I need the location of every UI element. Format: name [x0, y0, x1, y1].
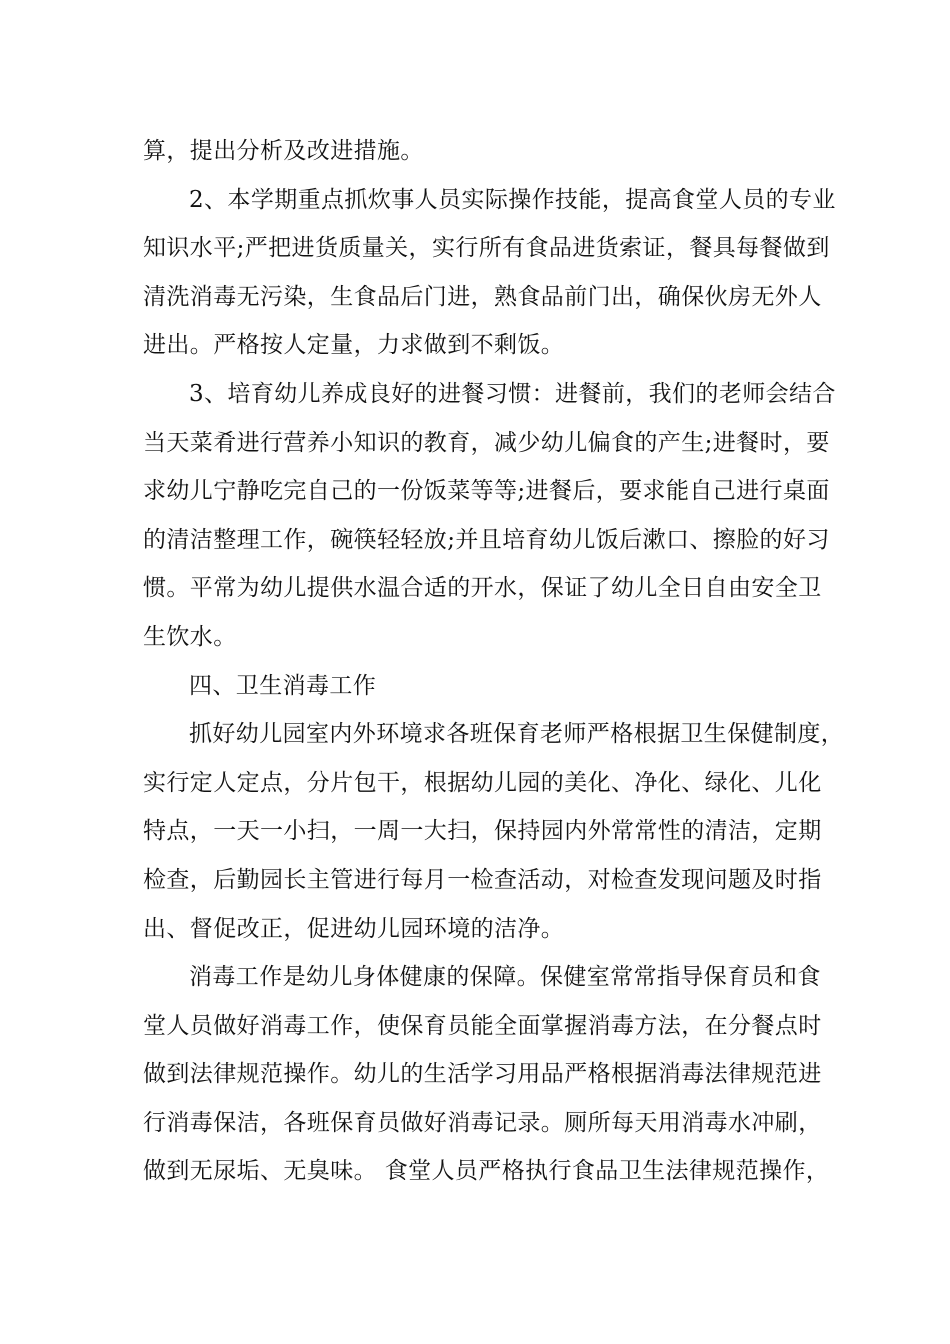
text-line: 清洗消毒无污染，生食品后门进，熟食品前门出，确保伙房无外人	[143, 283, 822, 310]
paragraph-start-line: 2、本学期重点抓炊事人员实际操作技能，提高食堂人员的专业	[189, 186, 836, 213]
text-line: 算，提出分析及改进措施。	[143, 138, 424, 164]
text-line: 的清洁整理工作，碗筷轻轻放;并且培育幼儿饭后漱口、擦脸的好习	[143, 526, 830, 553]
text-line: 特点，一天一小扫，一周一大扫，保持园内外常常性的清洁，定期	[143, 818, 822, 845]
paragraph-start-line: 抓好幼儿园室内外环境求各班保育老师严格根据卫生保健制度，	[189, 721, 845, 748]
text-line: 检查，后勤园长主管进行每月一检查活动，对检查发现问题及时指	[143, 866, 822, 893]
text-line: 实行定人定点，分片包干，根据幼儿园的美化、净化、绿化、儿化	[143, 769, 822, 796]
text-line: 惯。平常为幼儿提供水温合适的开水，保证了幼儿全日自由安全卫	[143, 575, 822, 602]
paragraph-start-line: 消毒工作是幼儿身体健康的保障。保健室常常指导保育员和食	[189, 964, 821, 991]
text-line: 进出。严格按人定量，力求做到不剩饭。	[143, 332, 565, 359]
text-line: 出、督促改正，促进幼儿园环境的洁净。	[143, 915, 565, 942]
body-text	[143, 127, 845, 1196]
paragraph-start-line: 3、培育幼儿养成良好的进餐习惯：进餐前，我们的老师会结合	[189, 380, 836, 407]
text-line: 做到法律规范操作。幼儿的生活学习用品严格根据消毒法律规范进	[143, 1061, 822, 1088]
section-heading: 四、卫生消毒工作	[189, 672, 377, 699]
text-line: 做到无尿垢、无臭味。 食堂人员严格执行食品卫生法律规范操作，	[143, 1158, 830, 1185]
text-line: 知识水平;严把进货质量关，实行所有食品进货索证，餐具每餐做到	[143, 235, 830, 262]
text-line: 生饮水。	[143, 623, 237, 650]
text-line: 当天菜肴进行营养小知识的教育，减少幼儿偏食的产生;进餐时，要	[143, 429, 830, 456]
text-line: 求幼儿宁静吃完自己的一份饭菜等等;进餐后，要求能自己进行桌面	[143, 478, 830, 505]
text-line: 行消毒保洁，各班保育员做好消毒记录。厕所每天用消毒水冲刷，	[143, 1109, 822, 1136]
text-line: 堂人员做好消毒工作，使保育员能全面掌握消毒方法，在分餐点时	[143, 1012, 822, 1039]
